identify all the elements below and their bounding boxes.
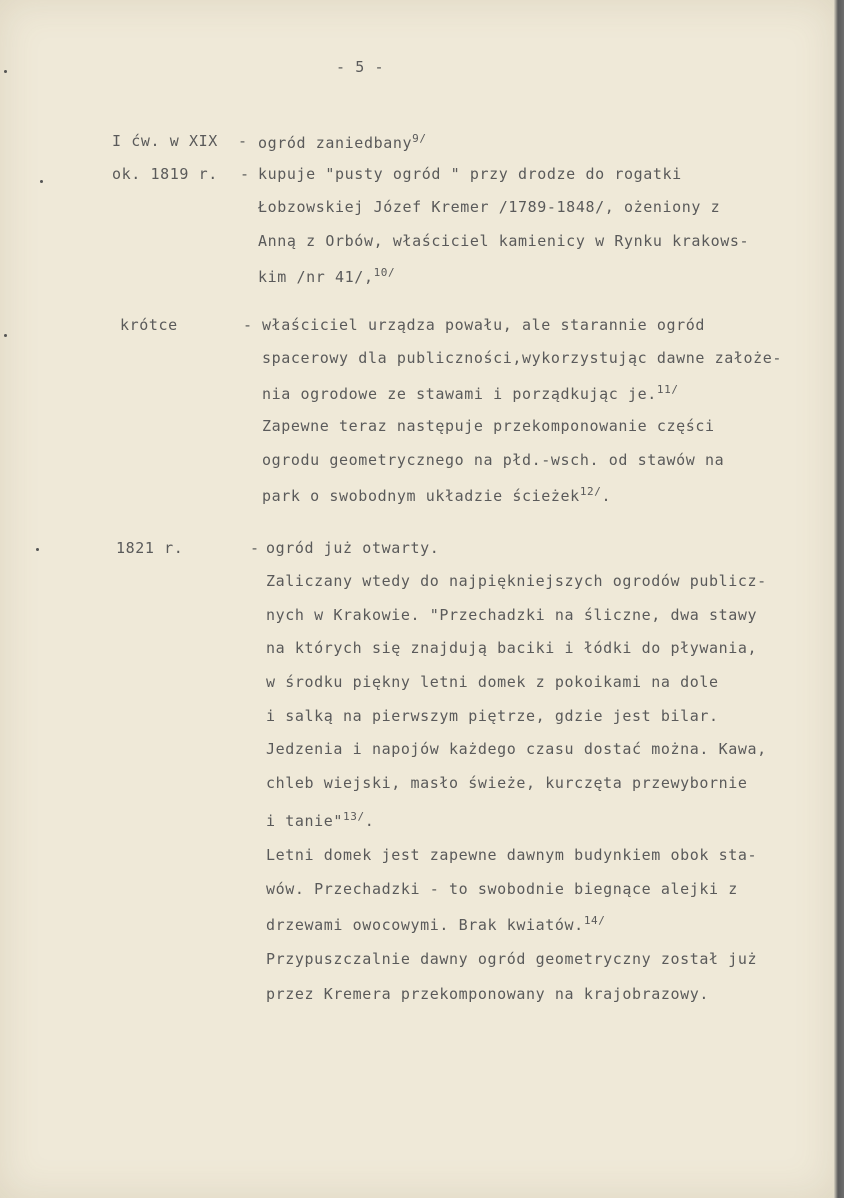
entry-line: Zaliczany wtedy do najpiękniejszych ogrodów publicz- — [266, 572, 767, 590]
entry-line — [262, 485, 611, 505]
entry-date: I ćw. w XIX — [112, 132, 218, 150]
margin-speck — [4, 70, 7, 73]
entry-dash: - — [238, 132, 248, 150]
entry-dash: - — [243, 316, 253, 334]
footnote-ref: 10/ — [373, 266, 396, 279]
sentence-end: . — [601, 487, 612, 505]
entry-text-content: ogród zaniedbany — [258, 134, 413, 152]
entry-line-content: park o swobodnym układzie ścieżek — [262, 487, 580, 505]
entry-line: chleb wiejski, masło świeże, kurczęta przewybornie — [266, 774, 748, 792]
entry-line: właściciel urządza powału, ale starannie ogród — [262, 316, 706, 334]
entry-line: nych w Krakowie. "Przechadzki na śliczne, dwa stawy — [266, 606, 758, 624]
footnote-ref: 9/ — [412, 132, 427, 145]
footnote-ref: 11/ — [656, 383, 679, 396]
entry-line: spacerowy dla publiczności,wykorzystując dawne założe- — [262, 349, 783, 367]
entry-line — [262, 383, 679, 403]
entry-line-content: i tanie" — [266, 812, 344, 830]
entry-line: Zapewne teraz następuje przekomponowanie części — [262, 417, 715, 435]
page-number: - 5 - — [336, 58, 385, 76]
entry-line: Anną z Orbów, właściciel kamienicy w Rynku krakows- — [258, 232, 750, 250]
entry-line: Jedzenia i napojów każdego czasu dostać można. Kawa, — [266, 740, 767, 758]
entry-line-content: drzewami owocowymi. Brak kwiatów. — [266, 916, 584, 934]
entry-line: w środku piękny letni domek z pokoikami na dole — [266, 673, 719, 691]
entry-line: i salką na pierwszym piętrze, gdzie jest bilar. — [266, 707, 719, 725]
entry-line: przez Kremera przekomponowany na krajobrazowy. — [266, 985, 710, 1003]
entry-date: 1821 r. — [116, 539, 184, 557]
margin-speck — [4, 334, 7, 337]
entry-line-content: kim /nr 41/, — [258, 268, 374, 286]
entry-line — [258, 266, 395, 286]
entry-dash: - — [240, 165, 250, 183]
entry-line: kupuje "pusty ogród " przy drodze do rogatki — [258, 165, 682, 183]
entry-date: krótce — [120, 316, 178, 334]
margin-speck — [40, 180, 43, 183]
entry-line: Przypuszczalnie dawny ogród geometryczny został już — [266, 950, 758, 968]
sentence-end: . — [364, 812, 375, 830]
page-edge — [834, 0, 844, 1198]
footnote-ref: 13/ — [343, 810, 365, 823]
entry-line — [266, 914, 606, 934]
entry-line: Łobzowskiej Józef Kremer /1789-1848/, ożeniony z — [258, 198, 721, 216]
entry-dash: - — [250, 539, 260, 557]
entry-line: wów. Przechadzki - to swobodnie biegnące alejki z — [266, 880, 738, 898]
entry-line — [266, 810, 374, 830]
entry-line: ogrodu geometrycznego na płd.-wsch. od stawów na — [262, 451, 725, 469]
margin-speck — [36, 548, 39, 551]
footnote-ref: 12/ — [579, 485, 602, 498]
entry-line-content: nia ogrodowe ze stawami i porządkując je. — [262, 385, 657, 403]
footnote-ref: 14/ — [583, 914, 606, 927]
entry-line: Letni domek jest zapewne dawnym budynkiem obok sta- — [266, 846, 758, 864]
entry-line: na których się znajdują baciki i łódki do pływania, — [266, 639, 758, 657]
entry-text — [258, 132, 427, 152]
entry-date: ok. 1819 r. — [112, 165, 218, 183]
entry-line: ogród już otwarty. — [266, 539, 440, 557]
